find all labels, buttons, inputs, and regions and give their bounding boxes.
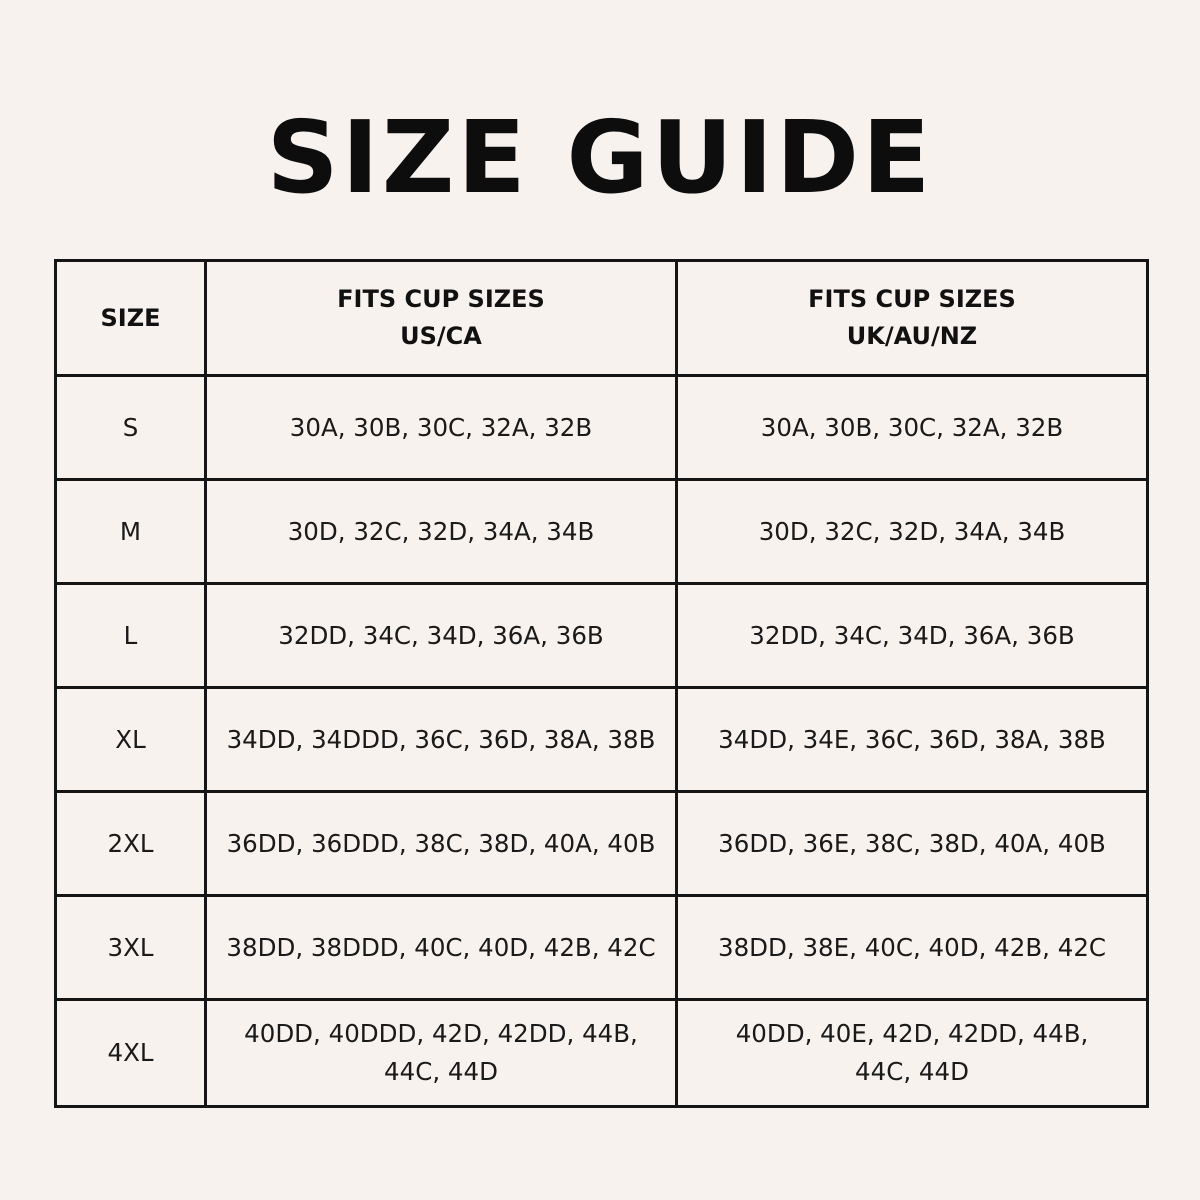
us-ca-cell xyxy=(206,1000,677,1107)
table-row xyxy=(56,1000,1148,1107)
us-ca-cell-line1: 40DD, 40DDD, 42D, 42DD, 44B, xyxy=(244,1019,638,1048)
table-row xyxy=(56,896,1148,1000)
header-uk-au-nz xyxy=(677,261,1148,376)
header-size: SIZE xyxy=(56,261,206,376)
us-ca-cell: 34DD, 34DDD, 36C, 36D, 38A, 38B xyxy=(206,688,677,792)
header-us-ca-line2: US/CA xyxy=(400,322,482,350)
uk-au-nz-cell xyxy=(677,1000,1148,1107)
size-cell: 2XL xyxy=(56,792,206,896)
us-ca-cell: 32DD, 34C, 34D, 36A, 36B xyxy=(206,584,677,688)
us-ca-cell: 38DD, 38DDD, 40C, 40D, 42B, 42C xyxy=(206,896,677,1000)
size-cell: 3XL xyxy=(56,896,206,1000)
uk-au-nz-cell-line1: 40DD, 40E, 42D, 42DD, 44B, xyxy=(735,1019,1089,1048)
header-uk-au-nz-line2: UK/AU/NZ xyxy=(846,322,978,350)
size-cell: 4XL xyxy=(56,1000,206,1107)
uk-au-nz-cell: 38DD, 38E, 40C, 40D, 42B, 42C xyxy=(677,896,1148,1000)
size-cell: XL xyxy=(56,688,206,792)
uk-au-nz-cell: 36DD, 36E, 38C, 38D, 40A, 40B xyxy=(677,792,1148,896)
size-cell: M xyxy=(56,480,206,584)
uk-au-nz-cell: 30A, 30B, 30C, 32A, 32B xyxy=(677,376,1148,480)
table-row xyxy=(56,480,1148,584)
table-row xyxy=(56,376,1148,480)
header-us-ca xyxy=(206,261,677,376)
size-guide-table xyxy=(54,259,1149,1108)
size-cell: L xyxy=(56,584,206,688)
header-uk-au-nz-line1: FITS CUP SIZES xyxy=(808,285,1016,313)
table-row xyxy=(56,688,1148,792)
uk-au-nz-cell-line2: 44C, 44D xyxy=(855,1057,969,1086)
us-ca-cell: 30D, 32C, 32D, 34A, 34B xyxy=(206,480,677,584)
uk-au-nz-cell: 32DD, 34C, 34D, 36A, 36B xyxy=(677,584,1148,688)
table-row xyxy=(56,584,1148,688)
us-ca-cell-line2: 44C, 44D xyxy=(384,1057,498,1086)
size-cell: S xyxy=(56,376,206,480)
header-us-ca-line1: FITS CUP SIZES xyxy=(337,285,545,313)
page-title: SIZE GUIDE xyxy=(266,99,934,216)
uk-au-nz-cell: 30D, 32C, 32D, 34A, 34B xyxy=(677,480,1148,584)
table-header-row xyxy=(56,261,1148,376)
table-row xyxy=(56,792,1148,896)
us-ca-cell: 30A, 30B, 30C, 32A, 32B xyxy=(206,376,677,480)
uk-au-nz-cell: 34DD, 34E, 36C, 36D, 38A, 38B xyxy=(677,688,1148,792)
us-ca-cell: 36DD, 36DDD, 38C, 38D, 40A, 40B xyxy=(206,792,677,896)
